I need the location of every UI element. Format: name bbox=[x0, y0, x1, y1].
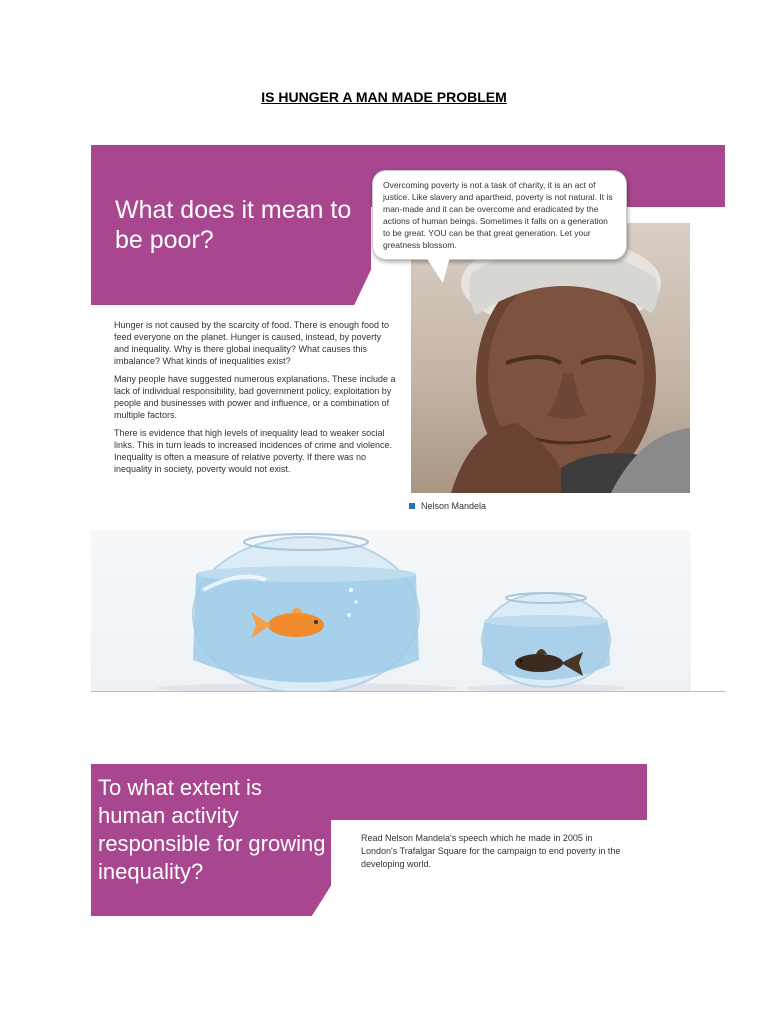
speech-prompt: Read Nelson Mandela's speech which he made in 2005 in London's Trafalgar Square for the campaign to end poverty in the developing world. bbox=[361, 833, 621, 869]
caption-text: Nelson Mandela bbox=[421, 501, 487, 511]
mandela-photo bbox=[411, 223, 690, 493]
paragraph: Hunger is not caused by the scarcity of food. There is enough food to feed everyone on the planet. Hunger is caused, instead, by poverty and inequality. Why is there global inequality? What causes this imbalance? What kinds of inequalities exist? bbox=[114, 320, 390, 366]
fishbowl-image bbox=[91, 530, 691, 692]
divider bbox=[91, 691, 725, 692]
caption-marker bbox=[409, 503, 415, 509]
section-heading: What does it mean to be poor? bbox=[115, 196, 352, 254]
section-heading: To what extent is human activity responsible for growing inequality? bbox=[98, 775, 326, 884]
page-title: IS HUNGER A MAN MADE PROBLEM bbox=[261, 89, 507, 105]
paragraph: Many people have suggested numerous explanations. These include a lack of individual responsibility, bad government policy, exploitation by people and businesses with power and influence, or a combination of multiple factors. bbox=[114, 374, 396, 420]
paragraph: There is evidence that high levels of inequality lead to weaker social links. This in turn leads to increased incidences of crime and violence. Inequality is often a measure of relative poverty. If there was no inequality in society, poverty would not exist. bbox=[114, 428, 392, 474]
poverty-panel bbox=[91, 145, 725, 695]
quote-bubble: Overcoming poverty is not a task of charity, it is an act of justice. Like slavery and apartheid, poverty is not natural. It is man-made and it can be overcome and eradicated by the actions of human beings. Sometimes it falls on a generation to be great. YOU can be that great generation. Let your greatness blossom. bbox=[372, 170, 627, 260]
inequality-panel bbox=[91, 764, 647, 916]
photo-caption bbox=[409, 501, 486, 511]
body-text bbox=[114, 319, 396, 481]
